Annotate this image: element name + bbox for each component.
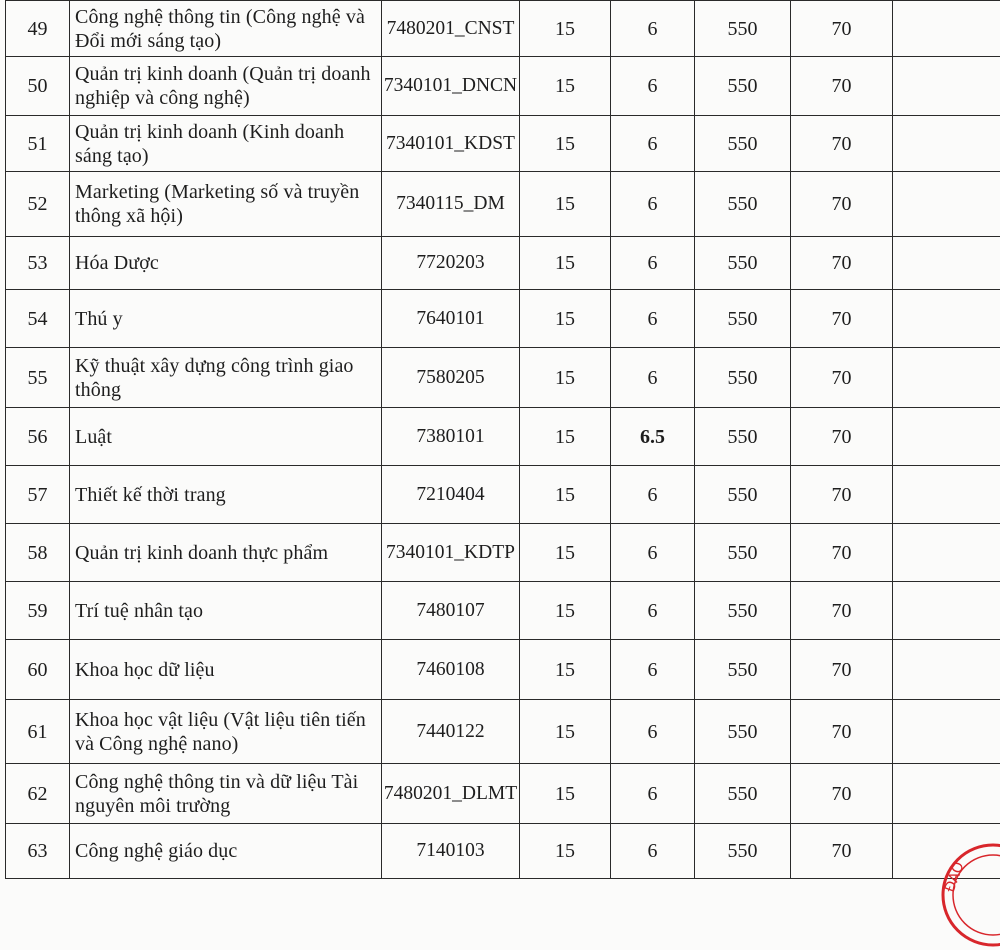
program-code-cell: 7340101_DNCN — [382, 57, 520, 116]
table-row — [6, 1, 1000, 57]
value-c-cell: 550 — [695, 640, 791, 700]
value-c-cell: 550 — [695, 1, 791, 57]
table-row — [6, 582, 1000, 640]
value-c-cell: 550 — [695, 524, 791, 582]
table-row — [6, 824, 1000, 879]
program-name-cell: Thiết kế thời trang — [70, 466, 382, 524]
value-b-cell: 6 — [611, 116, 695, 172]
value-d-cell: 70 — [791, 408, 893, 466]
program-name-cell: Khoa học vật liệu (Vật liệu tiên tiến và Công nghệ nano) — [70, 700, 382, 764]
value-a-cell: 15 — [520, 348, 611, 408]
row-number-cell: 59 — [6, 582, 70, 640]
program-name-cell: Quản trị kinh doanh (Quản trị doanh nghiệp và công nghệ) — [70, 57, 382, 116]
value-c-cell: 550 — [695, 172, 791, 237]
value-e-cell — [893, 582, 1000, 640]
row-number-cell: 62 — [6, 764, 70, 824]
value-e-cell — [893, 57, 1000, 116]
value-e-cell — [893, 700, 1000, 764]
table-body — [6, 1, 1000, 879]
value-e-cell — [893, 1, 1000, 57]
value-c-cell: 550 — [695, 116, 791, 172]
program-code-cell: 7340101_KDTP — [382, 524, 520, 582]
program-code-cell: 7210404 — [382, 466, 520, 524]
value-b-cell: 6 — [611, 466, 695, 524]
value-e-cell — [893, 290, 1000, 348]
program-code-cell: 7640101 — [382, 290, 520, 348]
program-code-cell: 7340115_DM — [382, 172, 520, 237]
value-d-cell: 70 — [791, 700, 893, 764]
value-d-cell: 70 — [791, 348, 893, 408]
program-name-cell: Khoa học dữ liệu — [70, 640, 382, 700]
value-a-cell: 15 — [520, 764, 611, 824]
value-a-cell: 15 — [520, 640, 611, 700]
table-row — [6, 237, 1000, 290]
row-number-cell: 58 — [6, 524, 70, 582]
value-d-cell: 70 — [791, 824, 893, 879]
value-b-cell: 6 — [611, 57, 695, 116]
value-d-cell: 70 — [791, 57, 893, 116]
seal-stamp-icon — [938, 840, 1000, 950]
value-b-cell: 6 — [611, 290, 695, 348]
value-c-cell: 550 — [695, 57, 791, 116]
value-d-cell: 70 — [791, 640, 893, 700]
value-a-cell: 15 — [520, 700, 611, 764]
program-code-cell: 7480201_DLMT — [382, 764, 520, 824]
value-c-cell: 550 — [695, 348, 791, 408]
value-a-cell: 15 — [520, 466, 611, 524]
program-name-cell: Công nghệ thông tin và dữ liệu Tài nguyên môi trường — [70, 764, 382, 824]
value-b-cell: 6 — [611, 172, 695, 237]
program-code-cell: 7580205 — [382, 348, 520, 408]
program-code-cell: 7140103 — [382, 824, 520, 879]
program-name-cell: Quản trị kinh doanh (Kinh doanh sáng tạo) — [70, 116, 382, 172]
row-number-cell: 49 — [6, 1, 70, 57]
row-number-cell: 53 — [6, 237, 70, 290]
program-name-cell: Công nghệ giáo dục — [70, 824, 382, 879]
value-a-cell: 15 — [520, 1, 611, 57]
program-name-cell: Kỹ thuật xây dựng công trình giao thông — [70, 348, 382, 408]
table-row — [6, 640, 1000, 700]
value-c-cell: 550 — [695, 700, 791, 764]
value-a-cell: 15 — [520, 824, 611, 879]
row-number-cell: 61 — [6, 700, 70, 764]
value-b-cell: 6 — [611, 237, 695, 290]
value-c-cell: 550 — [695, 824, 791, 879]
value-a-cell: 15 — [520, 237, 611, 290]
row-number-cell: 51 — [6, 116, 70, 172]
value-a-cell: 15 — [520, 582, 611, 640]
value-d-cell: 70 — [791, 764, 893, 824]
value-a-cell: 15 — [520, 116, 611, 172]
row-number-cell: 57 — [6, 466, 70, 524]
value-d-cell: 70 — [791, 582, 893, 640]
value-c-cell: 550 — [695, 237, 791, 290]
value-b-cell: 6 — [611, 640, 695, 700]
program-code-cell: 7720203 — [382, 237, 520, 290]
value-d-cell: 70 — [791, 237, 893, 290]
program-code-cell: 7480107 — [382, 582, 520, 640]
table-row — [6, 116, 1000, 172]
row-number-cell: 55 — [6, 348, 70, 408]
table-row — [6, 172, 1000, 237]
row-number-cell: 60 — [6, 640, 70, 700]
value-b-cell: 6.5 — [611, 408, 695, 466]
value-e-cell — [893, 640, 1000, 700]
value-a-cell: 15 — [520, 290, 611, 348]
value-e-cell — [893, 408, 1000, 466]
admission-table — [5, 0, 1000, 879]
value-b-cell: 6 — [611, 348, 695, 408]
value-e-cell — [893, 466, 1000, 524]
table-row — [6, 466, 1000, 524]
value-b-cell: 6 — [611, 700, 695, 764]
table-row — [6, 764, 1000, 824]
value-c-cell: 550 — [695, 408, 791, 466]
program-name-cell: Trí tuệ nhân tạo — [70, 582, 382, 640]
value-c-cell: 550 — [695, 764, 791, 824]
value-b-cell: 6 — [611, 582, 695, 640]
value-a-cell: 15 — [520, 524, 611, 582]
value-d-cell: 70 — [791, 116, 893, 172]
program-name-cell: Hóa Dược — [70, 237, 382, 290]
program-code-cell: 7340101_KDST — [382, 116, 520, 172]
row-number-cell: 54 — [6, 290, 70, 348]
value-e-cell — [893, 237, 1000, 290]
value-c-cell: 550 — [695, 466, 791, 524]
table-row — [6, 524, 1000, 582]
row-number-cell: 50 — [6, 57, 70, 116]
program-name-cell: Công nghệ thông tin (Công nghệ và Đổi mới sáng tạo) — [70, 1, 382, 57]
value-e-cell — [893, 172, 1000, 237]
table-row — [6, 348, 1000, 408]
program-name-cell: Quản trị kinh doanh thực phẩm — [70, 524, 382, 582]
value-b-cell: 6 — [611, 764, 695, 824]
value-b-cell: 6 — [611, 824, 695, 879]
table-row — [6, 290, 1000, 348]
row-number-cell: 52 — [6, 172, 70, 237]
program-code-cell: 7380101 — [382, 408, 520, 466]
value-d-cell: 70 — [791, 1, 893, 57]
value-d-cell: 70 — [791, 172, 893, 237]
program-code-cell: 7460108 — [382, 640, 520, 700]
value-c-cell: 550 — [695, 290, 791, 348]
value-e-cell — [893, 524, 1000, 582]
value-a-cell: 15 — [520, 172, 611, 237]
svg-text:ĐÀO: ĐÀO — [941, 860, 968, 895]
value-b-cell: 6 — [611, 524, 695, 582]
table-row — [6, 57, 1000, 116]
value-e-cell — [893, 116, 1000, 172]
value-b-cell: 6 — [611, 1, 695, 57]
value-e-cell — [893, 348, 1000, 408]
program-code-cell: 7480201_CNST — [382, 1, 520, 57]
value-d-cell: 70 — [791, 524, 893, 582]
row-number-cell: 63 — [6, 824, 70, 879]
value-e-cell — [893, 764, 1000, 824]
program-code-cell: 7440122 — [382, 700, 520, 764]
value-a-cell: 15 — [520, 57, 611, 116]
value-c-cell: 550 — [695, 582, 791, 640]
row-number-cell: 56 — [6, 408, 70, 466]
value-d-cell: 70 — [791, 466, 893, 524]
program-name-cell: Thú y — [70, 290, 382, 348]
table-row — [6, 408, 1000, 466]
value-d-cell: 70 — [791, 290, 893, 348]
program-name-cell: Marketing (Marketing số và truyền thông xã hội) — [70, 172, 382, 237]
program-name-cell: Luật — [70, 408, 382, 466]
value-a-cell: 15 — [520, 408, 611, 466]
table-row — [6, 700, 1000, 764]
